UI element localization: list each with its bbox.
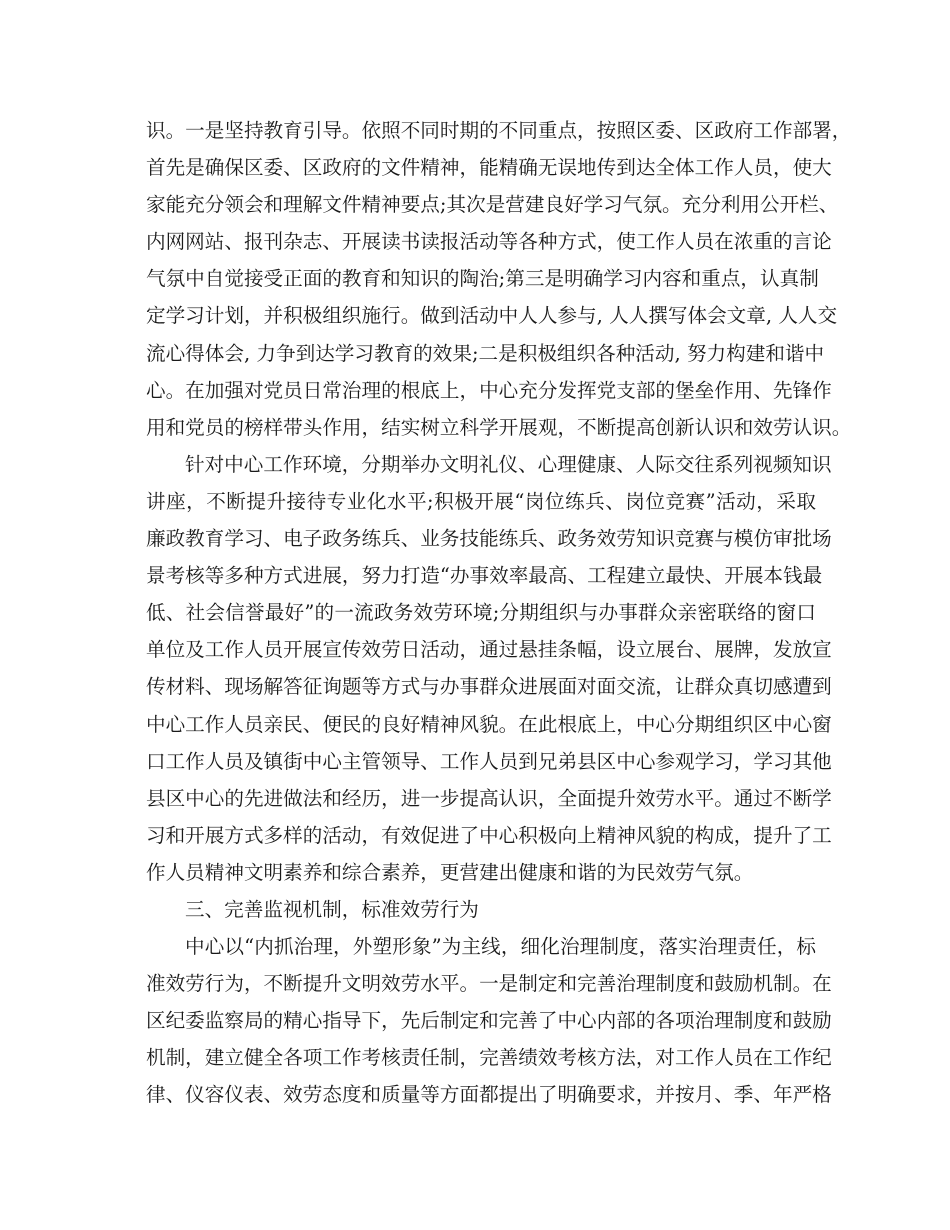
text-line-content: 中心工作人员亲民、便民的良好精神风貌。在此根底上，中心分期组织区中心窗 [146, 712, 832, 736]
text-line [146, 594, 816, 631]
text-line [146, 1002, 832, 1039]
text-line-content: 首先是确保区委、区政府的文件精神，能精确无误地传到达全体工作人员，使大 [146, 156, 832, 180]
text-line-content: 针对中心工作环境，分期举办文明礼仪、心理健康、人际交往系列视频知识 [185, 452, 832, 476]
text-line [146, 854, 816, 891]
text-line [146, 817, 832, 854]
text-line [146, 743, 832, 780]
text-line [146, 557, 823, 594]
text-line [146, 335, 825, 372]
text-line-content: 内网网站、报刊杂志、开展读书读报活动等各种方式，使工作人员在浓重的言论 [146, 230, 832, 254]
text-line-content: 律、仪容仪表、效劳态度和质量等方面都提出了明确要求，并按月、季、年严格 [146, 1083, 832, 1107]
text-line [146, 112, 852, 149]
text-line [146, 149, 832, 186]
text-line [146, 409, 852, 446]
text-line [146, 446, 832, 483]
text-line-content: 定学习计划，并积极组织施行。做到活动中人人参与, 人人撰写体会文章, 人人交 [146, 304, 838, 328]
text-line-content: 区纪委监察局的精心指导下，先后制定和完善了中心内部的各项治理制度和鼓励 [146, 1009, 832, 1033]
text-line [146, 186, 839, 223]
text-line [146, 631, 832, 668]
text-line-content: 三、完善监视机制，标准效劳行为 [185, 897, 479, 921]
text-line [146, 260, 819, 297]
text-line [146, 223, 832, 260]
text-line-content: 作人员精神文明素养和综合素养，更营建出健康和谐的为民效劳气氛。 [146, 860, 754, 884]
text-line-content: 中心以“内抓治理，外塑形象”为主线，细化治理制度，落实治理责任，标 [185, 935, 816, 959]
text-line-content: 识。一是坚持教育引导。依照不同时期的不同重点，按照区委、区政府工作部署， [146, 119, 852, 142]
text-line [146, 372, 832, 409]
text-line-content: 讲座，不断提升接待专业化水平;积极开展“岗位练兵、岗位竞赛”活动，采取 [146, 489, 816, 513]
text-line-content: 县区中心的先进做法和经历，进一步提高认识，全面提升效劳水平。通过不断学 [146, 786, 832, 810]
text-line [146, 520, 832, 557]
text-line-content: 机制，建立健全各项工作考核责任制，完善绩效考核方法，对工作人员在工作纪 [146, 1046, 832, 1070]
text-line-content: 习和开展方式多样的活动，有效促进了中心积极向上精神风貌的构成，提升了工 [146, 823, 832, 847]
text-line-content: 口工作人员及镇街中心主管领导、工作人员到兄弟县区中心参观学习，学习其他 [146, 749, 832, 773]
text-line-content: 准效劳行为，不断提升文明效劳水平。一是制定和完善治理制度和鼓励机制。在 [146, 972, 832, 996]
text-line-content: 家能充分领会和理解文件精神要点;其次是营建良好学习气氛。充分利用公开栏、 [146, 193, 839, 217]
text-line [146, 928, 816, 965]
text-line-content: 用和党员的榜样带头作用，结实树立科学开展观，不断提高创新认识和效劳认识。 [146, 415, 852, 439]
text-line [146, 706, 832, 743]
text-line [146, 483, 816, 520]
text-line-content: 单位及工作人员开展宣传效劳日活动，通过悬挂条幅，设立展台、展牌，发放宣 [146, 638, 832, 662]
text-line-content: 气氛中自觉接受正面的教育和知识的陶治;第三是明确学习内容和重点，认真制 [146, 267, 819, 291]
text-line [146, 965, 832, 1002]
text-line [146, 891, 816, 928]
body-text [146, 112, 852, 1114]
text-line-content: 传材料、现场解答征询题等方式与办事群众进展面对面交流，让群众真切感遭到 [146, 675, 832, 699]
text-line-content: 廉政教育学习、电子政务练兵、业务技能练兵、政务效劳知识竞赛与模仿审批场 [146, 527, 832, 551]
text-line [146, 297, 838, 334]
text-line-content: 流心得体会, 力争到达学习教育的效果;二是积极组织各种活动, 努力构建和谐中 [146, 341, 825, 365]
text-line-content: 心。在加强对党员日常治理的根底上，中心充分发挥党支部的堡垒作用、先锋作 [146, 378, 832, 402]
text-line-content: 景考核等多种方式进展，努力打造“办事效率最高、工程建立最快、开展本钱最 [146, 564, 823, 588]
text-line [146, 1039, 832, 1076]
text-line [146, 668, 832, 705]
text-line [146, 780, 832, 817]
text-line-content: 低、社会信誉最好”的一流政务效劳环境;分期组织与办事群众亲密联络的窗口 [146, 601, 816, 625]
text-line [146, 1076, 832, 1113]
